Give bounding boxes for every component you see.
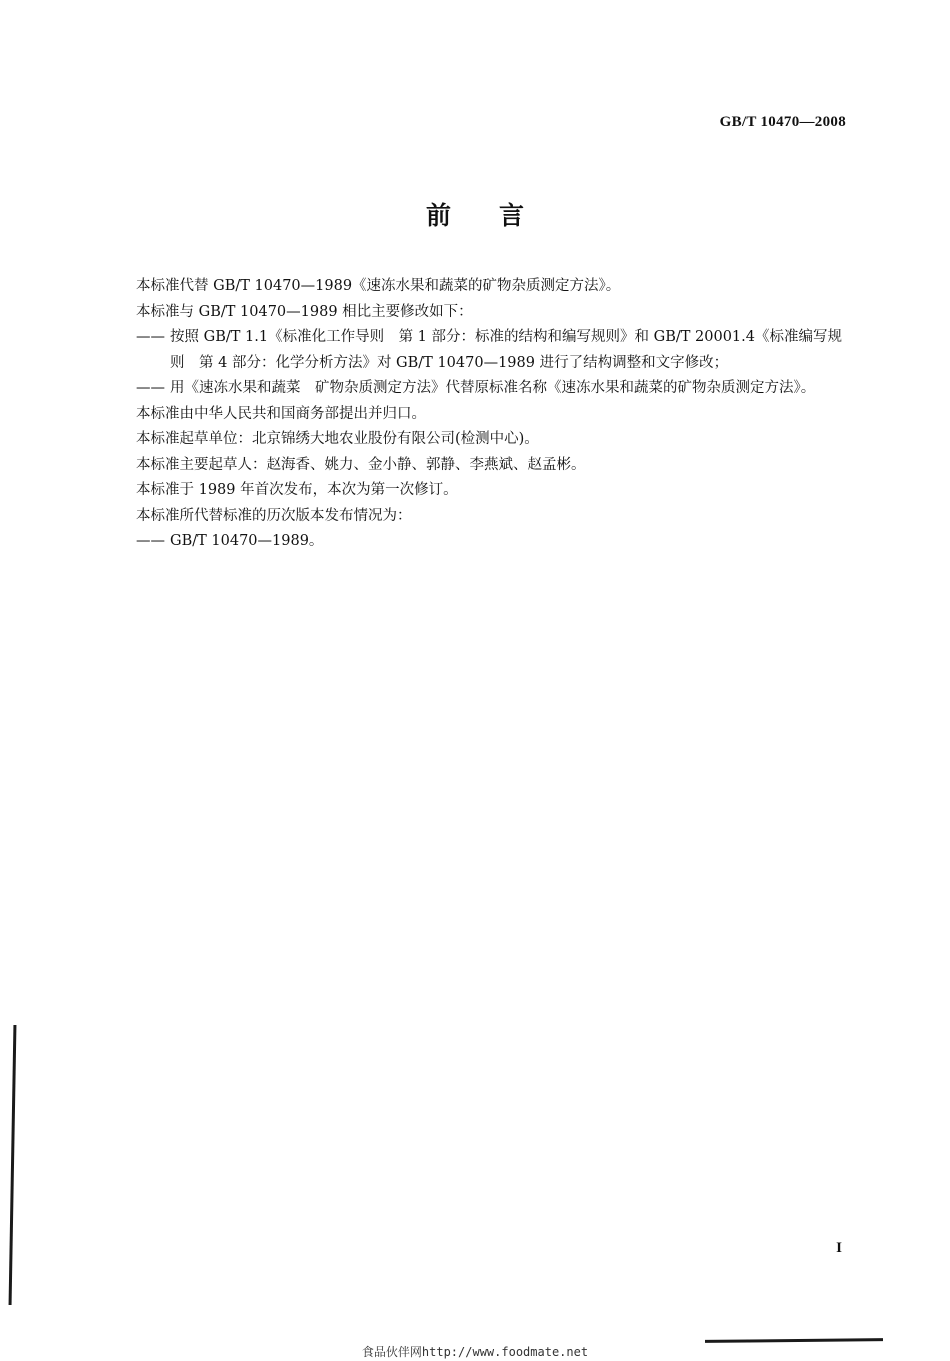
change-item (136, 325, 856, 376)
paragraph-proposer: 本标准由中华人民共和国商务部提出并归口。 (136, 405, 426, 422)
scan-edge-mark (9, 1025, 17, 1305)
paragraph-replaces: 本标准代替 GB/T 10470—1989《速冻水果和蔬菜的矿物杂质测定方法》。 (136, 278, 621, 294)
paragraph-changes-intro: 本标准与 GB/T 10470—1989 相比主要修改如下： (136, 303, 473, 320)
history-item-text: GB/T 10470—1989。 (170, 533, 324, 549)
paragraph-first-release: 本标准于 1989 年首次发布，本次为第一次修订。 (136, 482, 458, 498)
paragraph-drafters: 本标准主要起草人：赵海香、姚力、金小静、郭静、李燕斌、赵孟彬。 (136, 456, 586, 473)
page-title: 前言 (425, 201, 572, 230)
paragraph-history-intro: 本标准所代替标准的历次版本发布情况为： (136, 507, 412, 524)
footer-watermark: 食品伙伴网http://www.foodmate.net (361, 1345, 589, 1359)
history-item (136, 529, 856, 555)
change-item-text: 按照 GB/T 1.1《标准化工作导则 第 1 部分：标准的结构和编写规则》和 GB/T 20001.4《标准编写规则 第 4 部分：化学分析方法》对 GB/T 10470—1989 进行了结构调整和文字修改； (170, 329, 842, 371)
dash-mark: —— (136, 329, 165, 345)
standard-code: GB/T 10470—2008 (719, 114, 846, 130)
change-item-text: 用《速冻水果和蔬菜 矿物杂质测定方法》代替原标准名称《速冻水果和蔬菜的矿物杂质测定方法》。 (170, 380, 816, 396)
change-item (136, 376, 856, 402)
page-number: I (836, 1240, 842, 1256)
dash-mark: —— (136, 380, 165, 396)
dash-mark: —— (136, 533, 165, 549)
foreword-body (136, 274, 856, 555)
paragraph-drafting-unit: 本标准起草单位：北京锦绣大地农业股份有限公司(检测中心)。 (136, 431, 539, 447)
